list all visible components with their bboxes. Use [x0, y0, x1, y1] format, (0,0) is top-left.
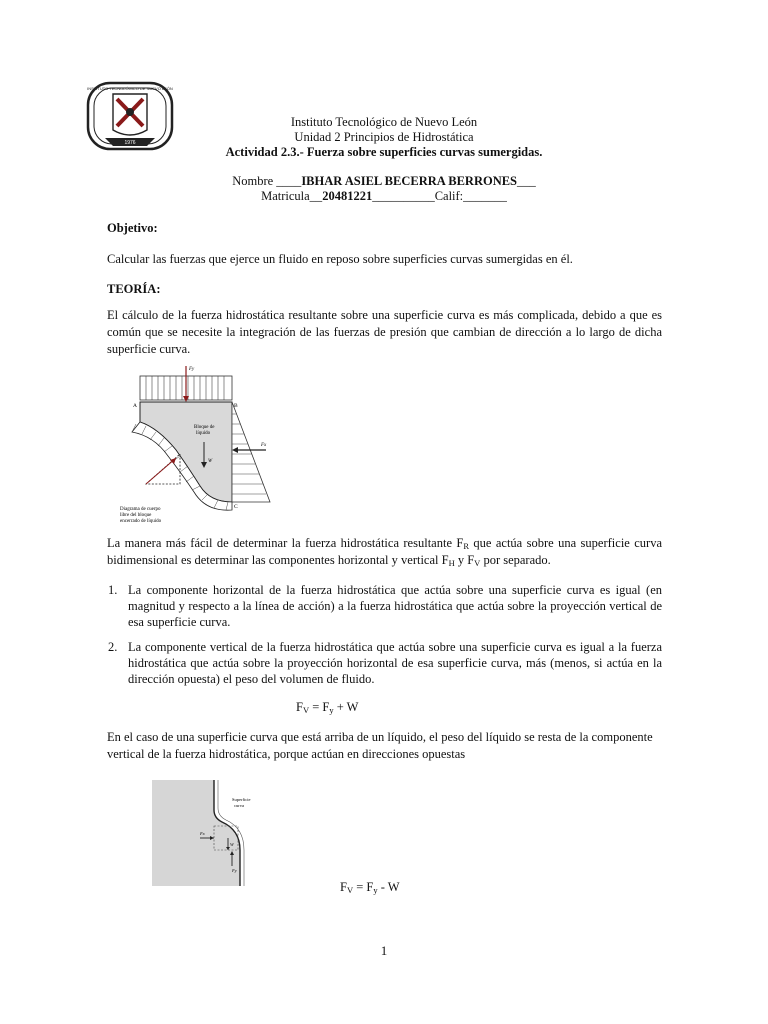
- fig2-surface-label-2: curva: [234, 803, 244, 808]
- eq2-end: - W: [377, 880, 400, 894]
- fig2-fy-label: Fy: [232, 868, 237, 873]
- theory-heading: TEORÍA:: [107, 282, 161, 296]
- theory-paragraph-3: En el caso de una superficie curva que está arriba de un líquido, el peso del líquido se resta de la componente vertical de la fuerza hidrostática, porque actúan en direcciones opuestas: [107, 730, 653, 761]
- eq1-mid: = F: [309, 700, 330, 714]
- logo-year: 1976: [124, 140, 136, 146]
- activity-title: Actividad 2.3.- Fuerza sobre superficies curvas sumergidas.: [225, 145, 543, 159]
- matricula-line: [0, 189, 768, 204]
- list-item-text: La componente vertical de la fuerza hidrostática que actúa sobre una superficie curva es igual a la fuerza hidrostática que actúa sobre la proyección horizontal de esa superficie curva, más (menos, si actúa en la dirección opuesta) el peso del volumen de fluido.: [128, 640, 662, 686]
- eq2-sub-v: V: [346, 885, 354, 895]
- fig1-block-label-1: Bloque de: [194, 425, 215, 430]
- eq2-sub-y: y: [373, 885, 378, 895]
- page-number: 1: [380, 943, 388, 958]
- eq1-sub-y: y: [329, 705, 334, 715]
- matricula-label: Matricula__: [261, 189, 323, 203]
- fig2-w-label: W: [230, 842, 234, 847]
- p2-sub-h: H: [448, 558, 455, 568]
- fig1-fy-label: Fy: [189, 367, 195, 372]
- p2-text-d: por separado.: [480, 553, 551, 567]
- curved-surface-figure: [118, 362, 278, 526]
- fig1-point-c: C: [234, 504, 238, 510]
- fig1-caption-3: encerrado de líquido: [120, 519, 162, 524]
- p2-text-c: y F: [454, 553, 475, 567]
- theory-paragraph-1: El cálculo de la fuerza hidrostática resultante sobre una superficie curva es más complicada, debido a que es común que se necesite la integración de las fuerzas de presión que cambian de dirección a lo largo de dicha superficie curva.: [107, 308, 662, 356]
- list-item-number: 2.: [108, 640, 118, 654]
- objective-text: Calcular las fuerzas que ejerce un fluido en reposo sobre superficies curvas sumergidas en él.: [107, 252, 573, 266]
- eq1-end: + W: [333, 700, 359, 714]
- name-line: [0, 174, 768, 189]
- equation-2: [340, 880, 400, 895]
- fig2-fx-label: Fx: [200, 831, 205, 836]
- theory-paragraph-2: [107, 535, 662, 569]
- list-item-text: La componente horizontal de la fuerza hidrostática que actúa sobre una superficie curva es igual (en magnitud y respecto a la línea de acción) a la fuerza hidrostática que actúa sobre la proyección vertical de esa superficie curva.: [128, 583, 662, 629]
- eq1-f: F: [296, 700, 303, 714]
- institute-name: Instituto Tecnológico de Nuevo León: [290, 115, 478, 129]
- objective-heading: Objetivo:: [107, 221, 158, 235]
- eq1-sub-v: V: [302, 705, 310, 715]
- logo-text: INSTITUTO TECNOLÓGICO DE NUEVO LEÓN: [87, 86, 173, 91]
- p2-sub-v: V: [474, 558, 481, 568]
- p2-text-b: que actúa sobre una superficie curva bidimensional es determinar las componentes horizontal y vertical F: [107, 536, 662, 567]
- fig1-w-label: W: [208, 459, 213, 464]
- fig2-surface-label-1: Superficie: [232, 797, 251, 802]
- surface-above-liquid-figure: [152, 780, 254, 886]
- p2-sub-r: R: [463, 541, 470, 551]
- fig1-caption-1: Diagrama de cuerpo: [120, 507, 161, 512]
- fig1-block-label-2: líquido: [196, 431, 211, 436]
- p2-text-a: La manera más fácil de determinar la fuerza hidrostática resultante F: [107, 536, 464, 550]
- unit-title: Unidad 2 Principios de Hidrostática: [294, 130, 474, 144]
- equation-1: [296, 700, 358, 715]
- name-blank: ___: [517, 174, 536, 188]
- name-label: Nombre ____: [232, 174, 302, 188]
- eq2-mid: = F: [353, 880, 374, 894]
- calif-blank: __________Calif:_______: [372, 189, 507, 203]
- fig1-caption-2: libre del bloque: [120, 513, 152, 518]
- fig1-point-a: A: [133, 403, 137, 409]
- matricula-value: 20481221: [322, 189, 373, 203]
- list-item: [108, 639, 662, 687]
- fig1-fx-label: Fx: [261, 443, 267, 448]
- eq2-f: F: [340, 880, 347, 894]
- fig1-point-b: B: [234, 403, 238, 409]
- list-item: [108, 582, 662, 630]
- student-name: IBHAR ASIEL BECERRA BERRONES: [301, 174, 518, 188]
- list-item-number: 1.: [108, 583, 118, 597]
